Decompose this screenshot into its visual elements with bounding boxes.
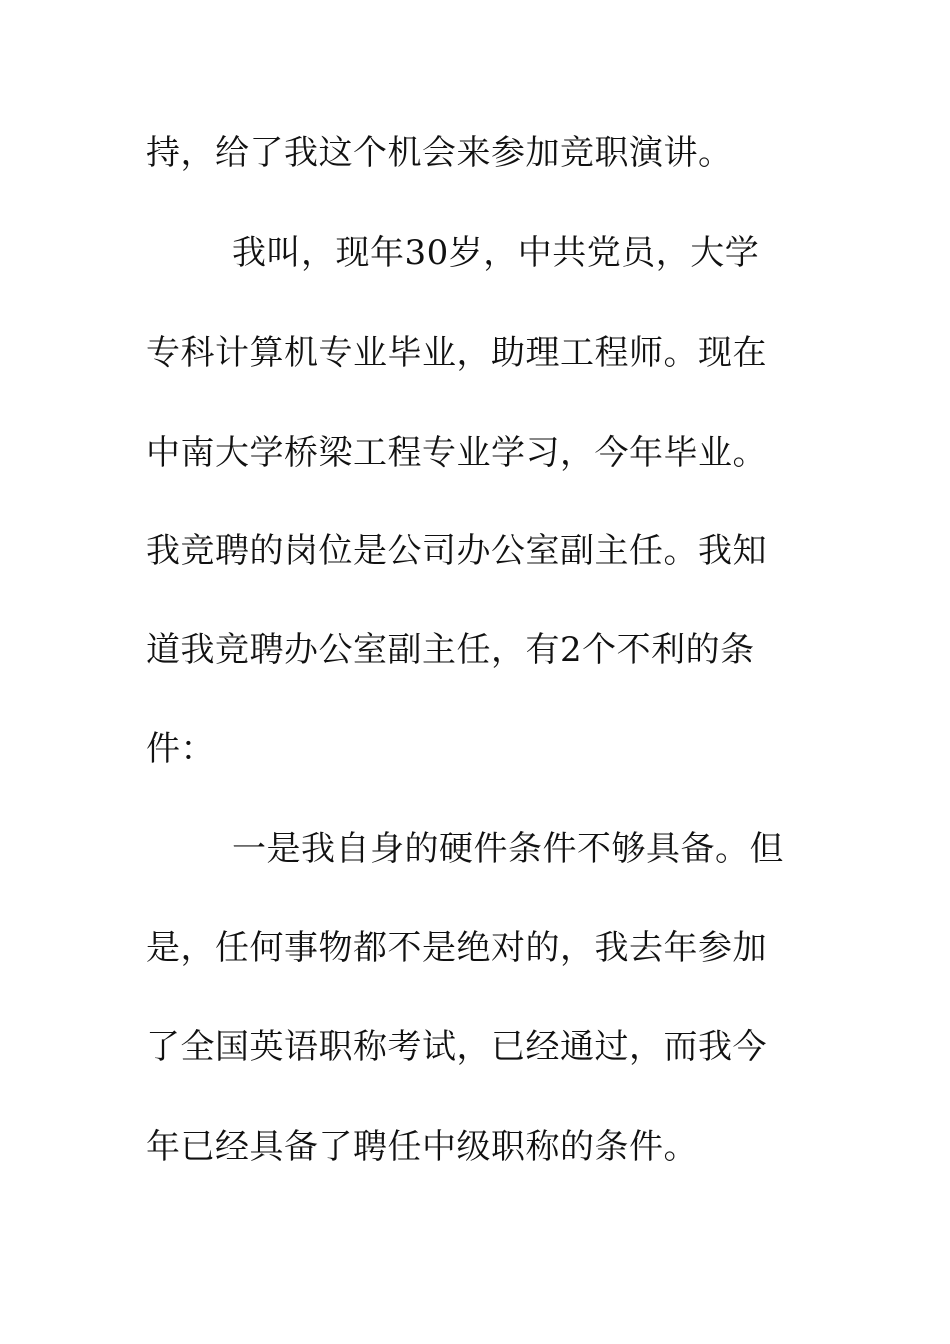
paragraph-start-line: 一是我自身的硬件条件不够具备。但 — [232, 829, 784, 869]
text-line: 道我竞聘办公室副主任，有2个不利的条 — [146, 630, 755, 670]
text-line: 专科计算机专业毕业，助理工程师。现在 — [146, 333, 767, 373]
text-line: 中南大学桥梁工程专业学习，今年毕业。 — [146, 433, 767, 473]
text-line: 年已经具备了聘任中级职称的条件。 — [146, 1127, 698, 1167]
text-line: 是，任何事物都不是绝对的，我去年参加 — [146, 928, 767, 968]
paragraph-start-line: 我叫，现年30岁，中共党员，大学 — [232, 233, 760, 273]
text-line: 我竞聘的岗位是公司办公室副主任。我知 — [146, 531, 767, 571]
text-line: 持，给了我这个机会来参加竞职演讲。 — [146, 133, 733, 173]
text-line: 件： — [146, 729, 215, 769]
text-line: 了全国英语职称考试，已经通过，而我今 — [146, 1027, 767, 1067]
